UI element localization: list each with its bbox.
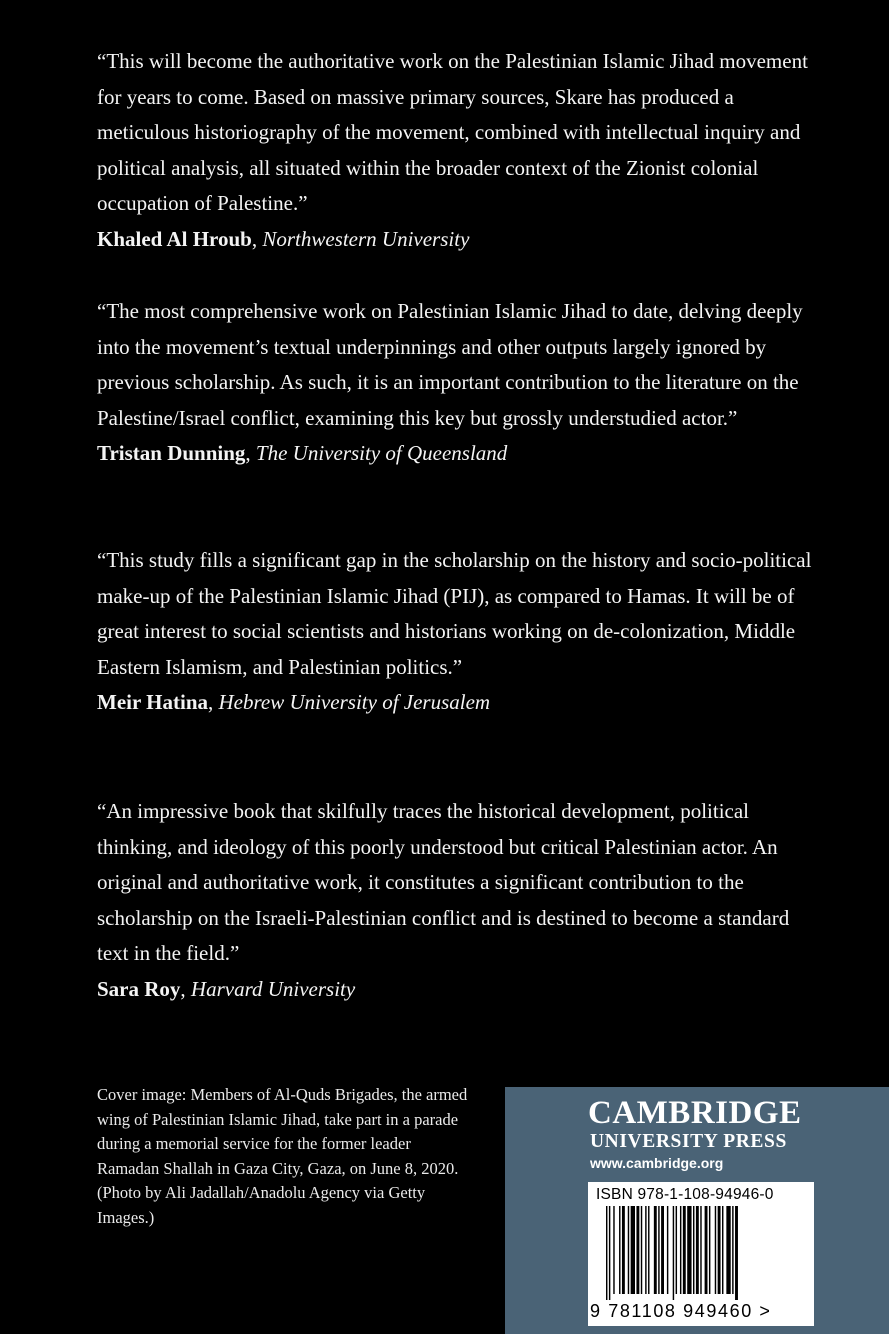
barcode-bar [658,1206,659,1294]
endorsement-2 [97,294,817,472]
cover-image-caption: Cover image: Members of Al-Quds Brigades, the armed wing of Palestinian Islamic Jihad, take part in a parade during a memorial service for the former leader Ramadan Shallah in Gaza City, Gaza, on June 8, 2020. (Photo by Ali Jadallah/Anadolu Agency via Getty Images.) [97,1085,468,1227]
barcode-bar [645,1206,646,1294]
barcode-bar [696,1206,699,1294]
barcode-bar [726,1206,730,1294]
barcode-bar [705,1206,708,1294]
barcode-bar [693,1206,694,1294]
endorser-name: Khaled Al Hroub [97,226,252,251]
barcode-bar [715,1206,716,1294]
publisher-panel [505,1087,889,1334]
barcode-bar [628,1206,629,1294]
barcode-bar [661,1206,664,1294]
barcode-bar [735,1206,738,1300]
barcode-bar [609,1206,610,1300]
endorsement-attribution: Meir Hatina, Hebrew University of Jerusalem [97,690,491,714]
endorser-name: Sara Roy [97,976,181,1001]
endorsement-3 [97,543,817,721]
endorsement-text: “This study fills a significant gap in the scholarship on the history and socio-political make-up of the Palestinian Islamic Jihad (PIJ), as compared to Hamas. It will be of great interest to social scientists and historians working on de-colonization, Middle Eastern Islamism, and Palestinian politics.” [97,548,812,679]
endorsement-attribution: Tristan Dunning, The University of Queensland [97,441,508,465]
publisher-name: CAMBRIDGE [588,1095,802,1131]
endorser-affiliation: Hebrew University of Jerusalem [218,690,491,714]
barcode-bar [680,1206,681,1294]
endorsement-text: “This will become the authoritative work on the Palestinian Islamic Jihad movement for years to come. Based on massive primary sources, Skare has produced a meticulous historiography of the movement, combined with intellectual inquiry and political analysis, all situated within the broader context of the Zionist colonial occupation of Palestine.” [97,49,808,215]
barcode-bar [667,1206,668,1294]
endorser-affiliation: Harvard University [190,976,356,1001]
barcode-panel [588,1182,814,1326]
barcode-bar [700,1206,701,1294]
endorsement-4 [97,794,817,1007]
barcode-bar [636,1206,639,1294]
publisher-subtitle: UNIVERSITY PRESS [590,1131,787,1152]
barcode-bar [613,1206,614,1294]
barcode-bar [687,1206,691,1294]
isbn-label: ISBN 978-1-108-94946-0 [596,1186,774,1203]
endorser-name: Tristan Dunning [97,441,246,465]
barcode-bar [654,1206,657,1294]
barcode-bar [622,1206,625,1294]
endorsement-1 [97,44,817,257]
barcode-bar [673,1206,674,1300]
barcode-bar [722,1206,723,1294]
barcode-bar [718,1206,721,1294]
publisher-website: www.cambridge.org [590,1155,724,1171]
barcode-bar [641,1206,642,1294]
endorser-affiliation: Northwestern University [262,226,470,251]
barcode-bar [648,1206,649,1294]
endorser-affiliation: The University of Queensland [255,441,508,465]
barcode-bar [619,1206,620,1294]
barcode-bar [732,1206,733,1294]
endorsement-text: “An impressive book that skilfully traces the historical development, political thinking, and ideology of this poorly understood but critical Palestinian actor. An original and authoritative work, it constitutes a significant contribution to the scholarship on the Israeli-Palestinian conflict and is destined to become a standard text in the field.” [97,799,790,965]
endorsement-attribution: Khaled Al Hroub, Northwestern University [97,226,470,251]
barcode-bar [606,1206,607,1300]
endorsement-attribution: Sara Roy, Harvard University [97,976,356,1001]
barcode-number: 9 781108 949460 > [590,1301,772,1321]
barcode-graphic [606,1206,798,1300]
endorser-name: Meir Hatina [97,690,209,714]
endorsement-text: “The most comprehensive work on Palestinian Islamic Jihad to date, delving deeply into the movement’s textual underpinnings and other outputs largely ignored by previous scholarship. As such, it is an important contribution to the literature on the Palestine/Israel conflict, examining this key but grossly understudied actor.” [97,299,803,430]
barcode-bar [631,1206,635,1294]
barcode-bar [676,1206,677,1294]
barcode-bar [709,1206,710,1294]
barcode-bar [683,1206,686,1294]
